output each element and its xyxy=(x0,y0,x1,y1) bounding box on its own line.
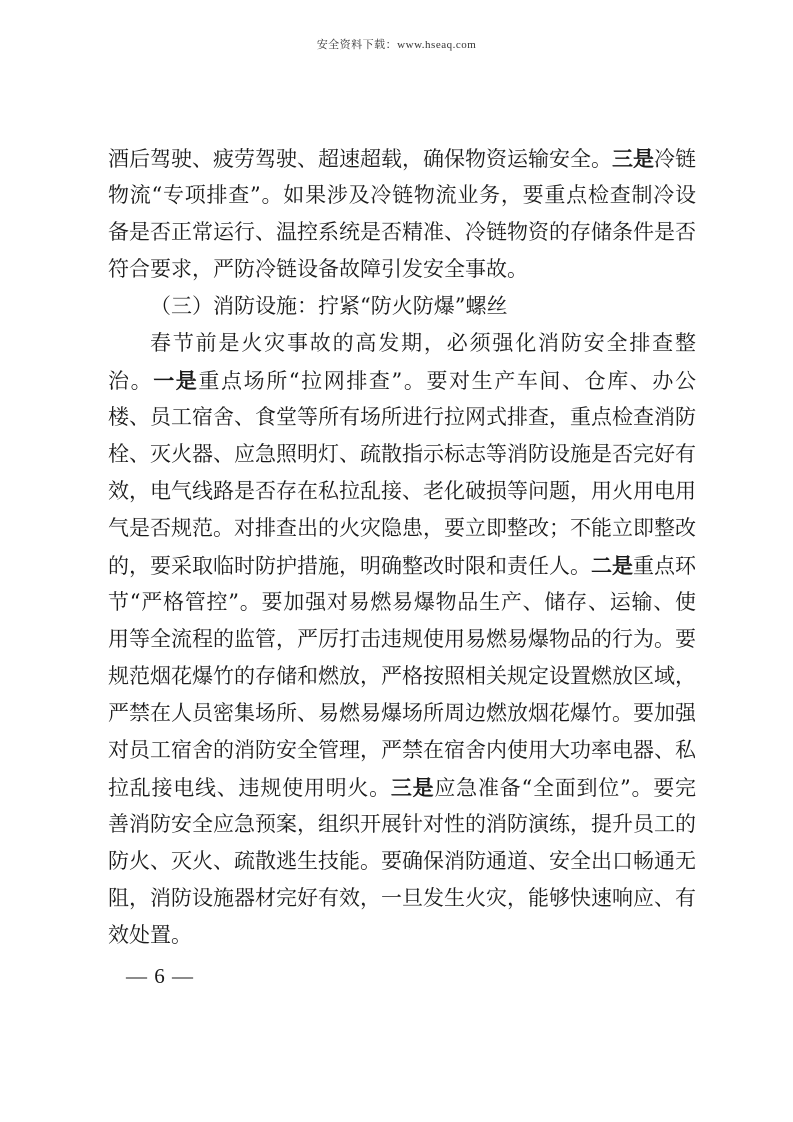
body-text-line: 严禁在人员密集场所、易燃易爆场所周边燃放烟花爆竹。要加强 xyxy=(108,701,696,725)
body-text-line: 阻，消防设施器材完好有效，一旦发生火灾，能够快速响应、有 xyxy=(108,886,696,910)
body-text-line: 效处置。 xyxy=(108,923,192,947)
body-text-line: 善消防安全应急预案，组织开展针对性的消防演练，提升员工的 xyxy=(108,812,696,836)
emphasis-marker: 三是 xyxy=(390,775,435,800)
page-header-download-link: 安全资料下载：www.hseaq.com xyxy=(316,39,477,51)
body-text-line: 防火、灭火、疏散逃生技能。要确保消防通道、安全出口畅通无 xyxy=(108,849,696,873)
body-text-line: 效，电气线路是否存在私拉乱接、老化破损等问题，用火用电用 xyxy=(108,479,696,503)
body-text-line: 拉乱接电线、违规使用明火。三是应急准备“全面到位”。要完 xyxy=(108,775,696,800)
body-text-line: 栓、灭火器、应急照明灯、疏散指示标志等消防设施是否完好有 xyxy=(108,442,696,466)
emphasis-marker: 一是 xyxy=(153,368,199,393)
body-text-line: 楼、员工宿舍、食堂等所有场所进行拉网式排查，重点检查消防 xyxy=(108,405,696,429)
emphasis-marker: 二是 xyxy=(591,553,633,578)
body-text-line: 对员工宿舍的消防安全管理，严禁在宿舍内使用大功率电器、私 xyxy=(108,738,696,762)
section-heading: （三）消防设施：拧紧“防火防爆”螺丝 xyxy=(150,294,508,318)
body-text-line: 符合要求，严防冷链设备故障引发安全事故。 xyxy=(108,257,528,281)
emphasis-marker: 三是 xyxy=(612,146,654,171)
body-text-line: 酒后驾驶、疲劳驾驶、超速超载，确保物资运输安全。三是冷链 xyxy=(108,146,696,171)
body-text-line: 用等全流程的监管，严厉打击违规使用易燃易爆物品的行为。要 xyxy=(108,627,696,651)
body-text-line: 备是否正常运行、温控系统是否精准、冷链物资的存储条件是否 xyxy=(108,220,696,244)
body-text-line: 气是否规范。对排查出的火灾隐患，要立即整改；不能立即整改 xyxy=(108,516,696,540)
body-text-line: 治。一是重点场所“拉网排查”。要对生产车间、仓库、办公 xyxy=(108,368,696,393)
body-text-line: 规范烟花爆竹的存储和燃放，严格按照相关规定设置燃放区域， xyxy=(108,664,696,688)
body-text-line: 的，要采取临时防护措施，明确整改时限和责任人。二是重点环 xyxy=(108,553,696,578)
page-number: — 6 — xyxy=(126,964,194,988)
paragraph-first-line: 春节前是火灾事故的高发期，必须强化消防安全排查整 xyxy=(150,331,696,355)
body-text-line: 节“严格管控”。要加强对易燃易爆物品生产、储存、运输、使 xyxy=(108,590,696,614)
body-text-line: 物流“专项排查”。如果涉及冷链物流业务，要重点检查制冷设 xyxy=(108,183,696,207)
